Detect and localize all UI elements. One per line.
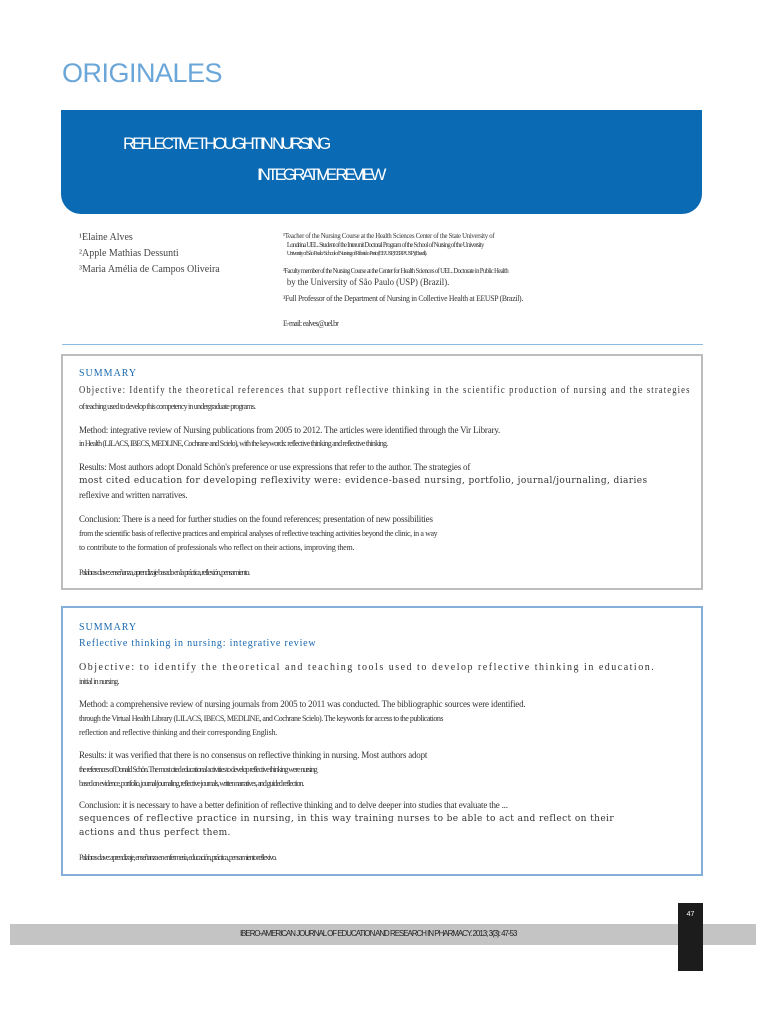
summary-results-line: Results: Most authors adopt Donald Schön's preference or use expressions that refer to the author. The strategies of	[79, 462, 471, 472]
email-text: E-mail: ealves@uel.br	[283, 319, 339, 328]
affiliation-3-line: ³Full Professor of the Department of Nursing in Collective Health at EEUSP (Brazil).	[283, 294, 523, 303]
divider	[62, 344, 703, 345]
footer-bar	[10, 924, 756, 945]
summary-objective-line: Objective: Identify the theoretical references that support reflective thinking in the scientific production of nursing and the strategies	[79, 385, 691, 396]
title-banner	[61, 110, 702, 214]
summary-objective-line: Objective: to identify the theoretical and teaching tools used to develop reflective thinking in education.	[79, 662, 656, 673]
summary-conclusion-line: actions and thus perfect them.	[79, 828, 231, 838]
summary-objective-line: of teaching used to develop this competency in undergraduate programs.	[79, 402, 256, 411]
summary-conclusion-line: sequences of reflective practice in nursing, in this way training nurses to be able to act and reflect on their	[79, 814, 615, 824]
page-number-tab	[678, 903, 703, 971]
journal-citation: IBERO-AMERICAN JOURNAL OF EDUCATION AND RESEARCH IN PHARMACY. 2013; 3(3): 47-53	[239, 929, 517, 938]
affiliation-1-line: Londrina UEL. Student of the Interunit Doctoral Program of the School of Nursing of the University	[286, 241, 484, 249]
summary-method-line: through the Virtual Health Library (LILACS, IBECS, MEDLINE, and Cochrane Scielo). The keywords for access to the publications	[79, 714, 443, 723]
page-number: 47	[686, 911, 695, 918]
summary-method-line: in Health (LILACS, IBECS, MEDLINE, Cochrane and Scielo), with the keywords: reflective thinking and reflective thinking.	[79, 439, 388, 448]
summary-results-line: reflexive and written narratives.	[79, 490, 188, 500]
summary-objective-line: initial in nursing.	[79, 677, 119, 686]
author-3: ³Maria Amélia de Campos Oliveira	[79, 264, 220, 275]
author-2: ²Apple Mathias Dessunti	[79, 248, 179, 259]
summary-results-line: Results: it was verified that there is no consensus on reflective thinking in nursing. Most authors adopt	[79, 750, 428, 760]
section-title: ORIGINALES	[62, 58, 223, 88]
affiliation-2	[283, 267, 583, 287]
summary-conclusion-line: Conclusion: it is necessary to have a better definition of reflective thinking and to delve deeper into studies that evaluate the ...	[79, 800, 508, 810]
affiliation-2-line: ²Faculty member of the Nursing Course at the Center for Health Sciences of UEL. Doctorate in Public Health	[283, 267, 509, 275]
affiliation-2-line: by the University of São Paulo (USP) (Brazil).	[286, 277, 450, 287]
summary-box-primary	[61, 354, 703, 590]
summary-box-secondary	[61, 606, 703, 876]
summary-method-line: Method: integrative review of Nursing publications from 2005 to 2012. The articles were identified through the Vir Library.	[79, 425, 501, 435]
affiliation-3	[283, 294, 583, 303]
summary-label: SUMMARY	[79, 622, 138, 633]
summary-conclusion-line: to contribute to the formation of professionals who reflect on their actions, improving them.	[79, 543, 355, 552]
contact-email	[283, 319, 583, 328]
summary-results-line: the references of Donald Schön. The most cited educational activities to develop reflective thinking were nursing	[79, 765, 317, 774]
summary-keywords: Palabras clave: enseñanza, aprendizaje basado en la práctica, reflexión, pensamiento.	[79, 568, 250, 577]
summary-subtitle: Reflective thinking in nursing: integrative review	[79, 638, 317, 649]
affiliation-1	[283, 232, 583, 259]
author-1: ¹Elaine Alves	[79, 232, 133, 243]
article-title-line-1: REFLECTIVE THOUGHT IN NURSING	[123, 134, 329, 153]
summary-results-line: most cited education for developing reflexivity were: evidence-based nursing, portfolio, journal/journaling, diaries	[79, 476, 648, 486]
summary-conclusion-line: Conclusion: There is a need for further studies on the found references; presentation of new possibilities	[79, 514, 433, 524]
affiliation-1-line: ¹Teacher of the Nursing Course at the Health Sciences Center of the State University of	[283, 232, 495, 240]
summary-keywords: Palabras clave: aprendizaje, enseñanza en enfermería, educación, práctica, pensamiento reflexivo.	[79, 853, 276, 862]
summary-method-line: reflection and reflective thinking and their corresponding English.	[79, 728, 278, 737]
summary-method-line: Method: a comprehensive review of nursing journals from 2005 to 2011 was conducted. The bibliographic sources were identified.	[79, 699, 526, 709]
article-title-line-2: INTEGRATIVE REVIEW	[257, 165, 384, 184]
summary-results-line: based on evidence, portfolio, journal/journaling, reflective journals, written narratives, and guided reflection.	[79, 779, 304, 788]
summary-conclusion-line: from the scientific basis of reflective practices and empirical analyses of reflective teaching activities beyond the clinic, in a way	[79, 529, 438, 538]
author-list	[79, 230, 279, 278]
summary-label: SUMMARY	[79, 368, 138, 379]
affiliation-1-line: University of São Paulo/ School of Nursing of Ribeirão Preto (EE/USP, EERP/USP) (Brazil).	[286, 251, 427, 257]
